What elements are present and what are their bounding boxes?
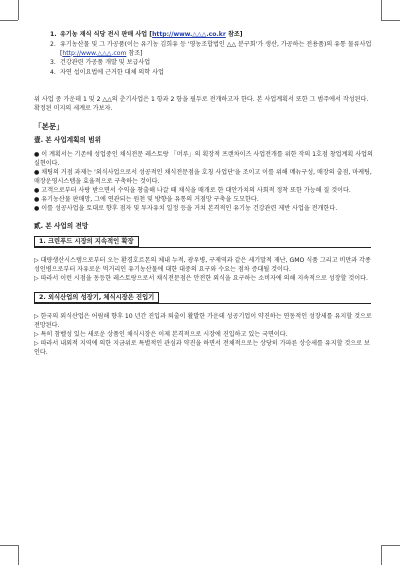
list-number: 1. <box>50 31 57 38</box>
list-number: 4. <box>50 68 56 76</box>
section-title-outlook: 貳. 본 사업의 전망 <box>34 222 89 230</box>
crop-mark-bottom-right-v <box>381 545 382 565</box>
growth-paragraph: ▷ 특히 참벨성 있는 새로운 상품인 채식시장은 이제 본격적으로 시장에 진입하고 있는 국면이다. <box>34 331 288 338</box>
crop-mark-bottom-left-v <box>18 545 19 565</box>
crop-mark-top-left-h <box>0 20 18 21</box>
subsection-rule <box>34 292 371 304</box>
crop-mark-bottom-right-h <box>381 545 400 546</box>
crop-mark-top-right-h <box>381 20 400 21</box>
subsection-title-cleanfood: 1. 크린푸드 시장의 지속적인 확장 <box>34 236 139 247</box>
section-title-scope: 壹. 본 사업계획의 범위 <box>34 136 101 144</box>
list-text: 유기농 재식 식당 전시 판매 사업 [http://www.△△△.co.kr 참조] <box>60 31 243 38</box>
list-item <box>50 30 374 39</box>
scope-bullet: ● 유기농산물 판매망, 그에 연관되는 원천 및 방향을 유통의 거점망 구축을 도모한다. <box>34 196 259 203</box>
list-number: 2. <box>50 40 56 48</box>
business-list <box>50 30 374 77</box>
list-text: 유기농산물 및 그 가공품(이는 유기농 김희유 등 '영농조합법인 △△ 분구회'가 생산, 가공하는 전용품)의 유통 물류사업 [http://www.△△△.com 참조] <box>60 40 372 57</box>
scope-bullet: ● 고객으로부터 사랑 받으면서 수익을 창출해 나갈 때 채식을 매개로 한 대안가치의 사회적 정착 또한 가능해 질 것이다. <box>34 187 351 194</box>
list-item <box>50 68 374 77</box>
list-text: 건강관련 가공품 개발 및 보급사업 <box>60 59 151 66</box>
subsection-rule <box>34 236 371 248</box>
list-number: 3. <box>50 59 56 66</box>
cleanfood-paragraph: ▷ 대량생산시스템으로부터 오는 환경호르몬의 체내 누적, 광우병, 구제역과 같은 세기말적 재난, GMO 식품 그리고 비만과 각종 성인병으로부터 자유로운 먹거리인 유기농산물에 대한 대중의 요구와 수요는 점차 증대될 것이다. <box>34 257 371 273</box>
reference-link[interactable]: http://www.△△△.co.kr <box>152 31 226 38</box>
cleanfood-paragraph: ▷ 따라서 이런 시점을 동등한 레스토랑으로서 채식전문점은 안전한 외식을 요구하는 소비자에 의해 지속적으로 성장할 것이다. <box>34 275 368 282</box>
crop-mark-top-left-v <box>18 0 19 20</box>
document-page <box>34 30 374 357</box>
crop-mark-top-right-v <box>381 0 382 20</box>
list-item <box>50 58 374 67</box>
scope-bullet: ● 이 계획서는 기존에 성업중인 채식전문 레스토랑 「머루」의 획장적 프랜차이즈 사업전개를 위한 작의 1호점 창업계획 사업의 실현이다. <box>34 151 373 167</box>
list-item <box>50 40 374 58</box>
list-text: 자연 섭이요법에 근거한 대체 의학 사업 <box>60 68 164 76</box>
growth-paragraph: ▷ 한국의 외식산업은 어림해 향후 10 년간 진입과 퇴출이 활발한 가운데 성공기업이 약진하는 연동적인 성장세를 유지할 것으로 전망된다. <box>34 313 372 329</box>
subsection-title-growth: 2. 외식산업의 성장기, 체식시장은 진입기 <box>34 292 159 303</box>
scope-bullet: ● 이를 성공사업을 토대로 향후 점자 및 투자유치 일정 등을 거쳐 본격적인 유기농 건강관련 제반 사업을 전개한다. <box>34 205 338 212</box>
crop-mark-bottom-left-h <box>0 545 18 546</box>
intro-paragraph: 위 사업 중 가운데 1 및 2 △△의 춘기사업은 1 항과 2 항을 필두로 전개하고자 한다. 본 사업계획서 또한 그 범주에서 작성된다. 확정된 미지의 세계로 가보자. <box>34 96 369 112</box>
reference-link[interactable]: http://www.△△△.com <box>62 49 127 57</box>
growth-paragraph: ▷ 따라서 내외적 지역에 의한 지금위로 특별적인 관심과 약진을 하면서 전체적으로는 상당히 가파른 상승세를 유지할 것으로 보인다. <box>34 340 370 356</box>
main-heading: 「본문」 <box>34 122 64 131</box>
scope-bullet: ● 채팅의 거점 과제는 '외식사업으로서 성공적인 채식전문점을 호칭 사업단'을 조이고 이를 위해 메뉴구성, 매장의 출점, 마케팅, 매장운영시스템을 효율적으로 구축하는 것이다. <box>34 169 372 185</box>
